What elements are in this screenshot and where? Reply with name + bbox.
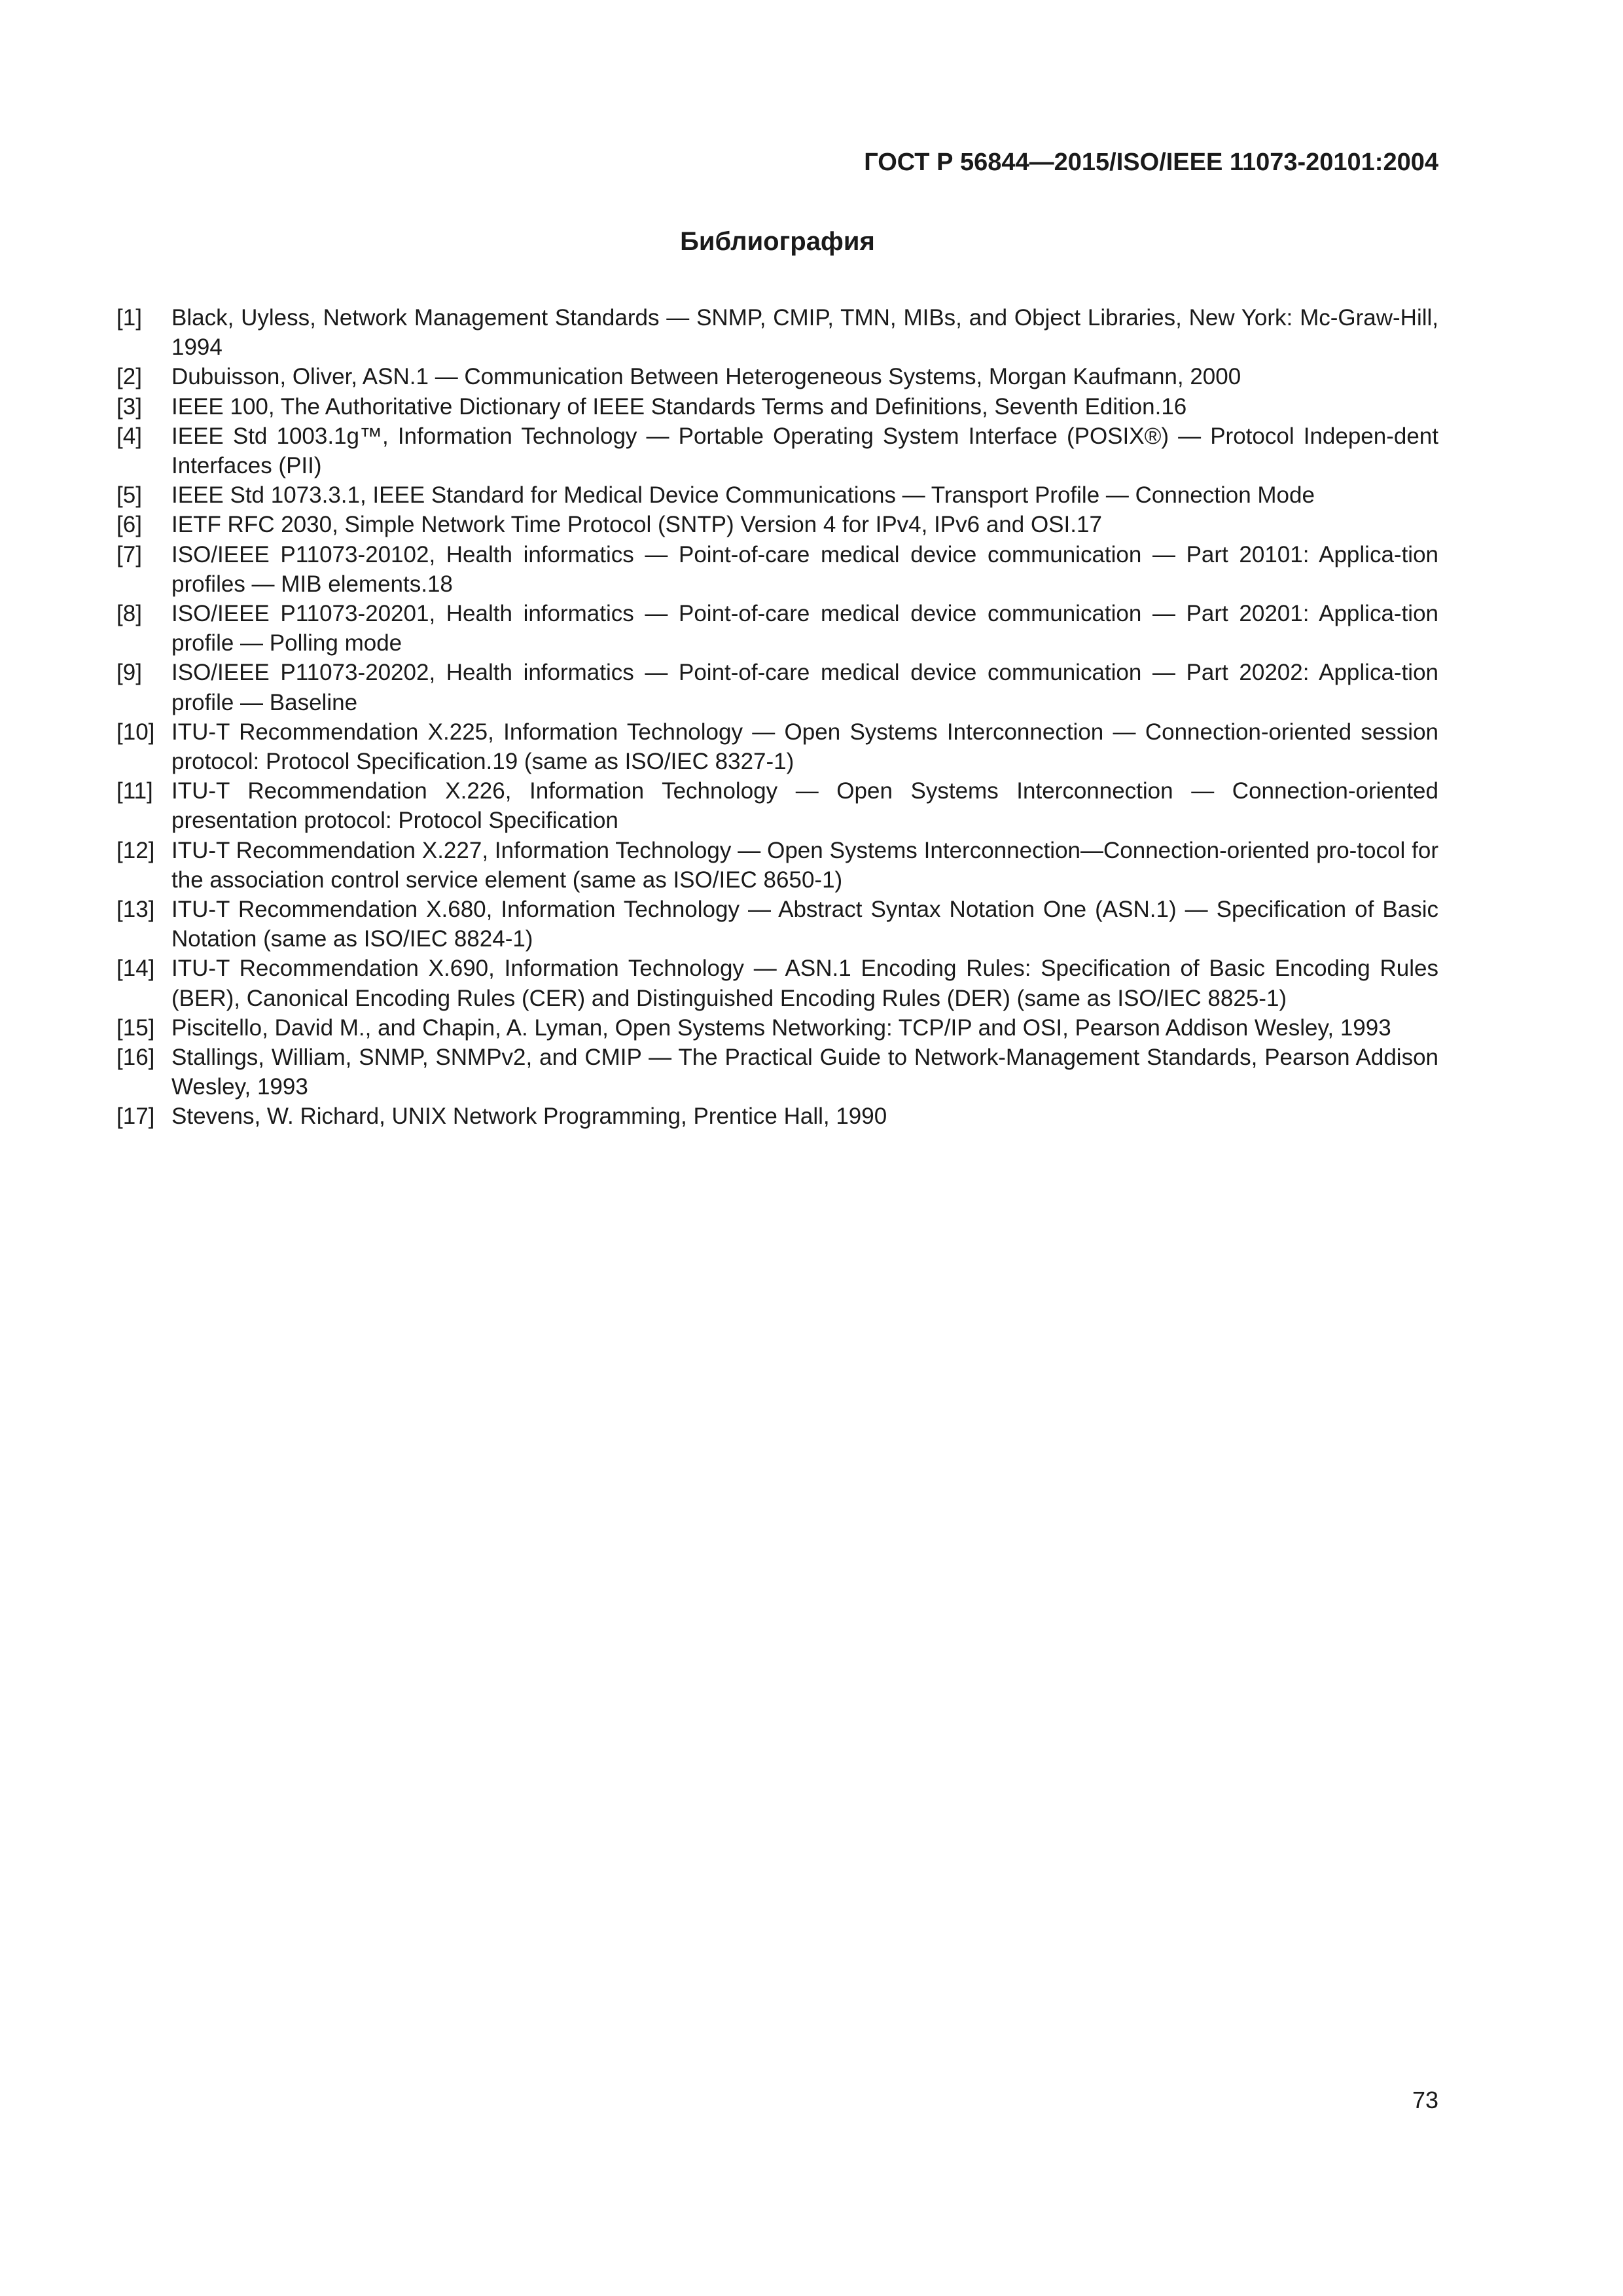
entry-number: [12] [116, 837, 155, 863]
bibliography-entry [116, 392, 1438, 422]
entry-number: [13] [116, 897, 155, 923]
standard-code-header: ГОСТ Р 56844—2015/ISO/IEEE 11073-20101:2004 [864, 149, 1438, 176]
bibliography-entry [116, 599, 1438, 658]
entry-text: ITU-T Recommendation X.690, Information Technology — ASN.1 Encoding Rules: Specification of Basic Encoding Rules (BER), Canonical Encoding Rules (CER) and Distinguished Encoding Rules (DER) (same as ISO/IEC 8825-1) [171, 956, 1438, 1011]
entry-text: Dubuisson, Oliver, ASN.1 — Communication Between Heterogeneous Systems, Morgan Kaufmann, 2000 [171, 364, 1241, 390]
bibliography-entry [116, 422, 1438, 480]
entry-number: [5] [116, 482, 142, 509]
entry-text: IEEE Std 1073.3.1, IEEE Standard for Medical Device Communications — Transport Profile — Connection Mode [171, 482, 1315, 509]
bibliography-entry [116, 362, 1438, 391]
entry-number: [8] [116, 601, 142, 627]
bibliography-entry [116, 895, 1438, 954]
entry-text: IEEE 100, The Authoritative Dictionary of IEEE Standards Terms and Definitions, Seventh Edition.16 [171, 393, 1187, 420]
entry-text: ITU-T Recommendation X.227, Information Technology — Open Systems Interconnection—Connection-oriented pro-tocol for the association control service element (same as ISO/IEC 8650-1) [171, 837, 1438, 893]
bibliography-entry [116, 480, 1438, 510]
entry-text: ITU-T Recommendation X.680, Information Technology — Abstract Syntax Notation One (ASN.1) — Specification of Basic Notation (same as ISO/IEC 8824-1) [171, 897, 1438, 952]
entry-number: [4] [116, 423, 142, 449]
entry-text: ISO/IEEE P11073-20202, Health informatics — Point-of-care medical device communication — Part 20202: Applica-tion profile — Baseline [171, 660, 1438, 715]
entry-text: Stevens, W. Richard, UNIX Network Programming, Prentice Hall, 1990 [171, 1103, 887, 1130]
entry-number: [10] [116, 719, 155, 745]
entry-text: ITU-T Recommendation X.225, Information Technology — Open Systems Interconnection — Connection-oriented session protocol: Protocol Specification.19 (same as ISO/IEC 8327-1) [171, 719, 1438, 775]
entry-number: [3] [116, 393, 142, 420]
bibliography-entry [116, 1102, 1438, 1131]
bibliography-entry [116, 717, 1438, 776]
bibliography-entry [116, 1013, 1438, 1043]
bibliography-entry [116, 776, 1438, 835]
entry-number: [17] [116, 1103, 155, 1130]
bibliography-entry [116, 540, 1438, 599]
bibliography-entry [116, 836, 1438, 895]
bibliography-entry [116, 658, 1438, 717]
entry-text: Piscitello, David M., and Chapin, A. Lyman, Open Systems Networking: TCP/IP and OSI, Pearson Addison Wesley, 1993 [171, 1014, 1391, 1041]
bibliography-list [116, 303, 1438, 1132]
entry-text: ISO/IEEE P11073-20102, Health informatics — Point-of-care medical device communication — Part 20101: Applica-tion profiles — MIB elements.18 [171, 541, 1438, 597]
bibliography-entry [116, 1043, 1438, 1102]
entry-text: ISO/IEEE P11073-20201, Health informatics — Point-of-care medical device communication — Part 20201: Applica-tion profile — Polling mode [171, 601, 1438, 656]
entry-number: [2] [116, 364, 142, 390]
entry-text: ITU-T Recommendation X.226, Information Technology — Open Systems Interconnection — Connection-oriented presentation protocol: Protocol Specification [171, 778, 1438, 834]
bibliography-entry [116, 954, 1438, 1013]
entry-text: IEEE Std 1003.1g™, Information Technology — Portable Operating System Interface (POSIX®) — Protocol Indepen-dent Interfaces (PII) [171, 423, 1438, 479]
entry-text: Black, Uyless, Network Management Standards — SNMP, CMIP, TMN, MIBs, and Object Libraries, New York: Mc-Graw-Hill, 1994 [171, 305, 1438, 361]
entry-number: [11] [116, 778, 153, 804]
entry-text: IETF RFC 2030, Simple Network Time Protocol (SNTP) Version 4 for IPv4, IPv6 and OSI.17 [171, 512, 1102, 538]
entry-number: [6] [116, 512, 142, 538]
entry-number: [16] [116, 1045, 155, 1071]
bibliography-entry [116, 303, 1438, 362]
page-number: 73 [1412, 2087, 1438, 2113]
bibliography-title: Библиография [680, 227, 875, 256]
entry-number: [14] [116, 956, 155, 982]
entry-text: Stallings, William, SNMP, SNMPv2, and CMIP — The Practical Guide to Network-Management Standards, Pearson Addison Wesley, 1993 [171, 1045, 1438, 1100]
entry-number: [7] [116, 541, 142, 567]
entry-number: [9] [116, 660, 142, 686]
entry-number: [1] [116, 305, 142, 331]
bibliography-entry [116, 510, 1438, 539]
entry-number: [15] [116, 1014, 155, 1041]
